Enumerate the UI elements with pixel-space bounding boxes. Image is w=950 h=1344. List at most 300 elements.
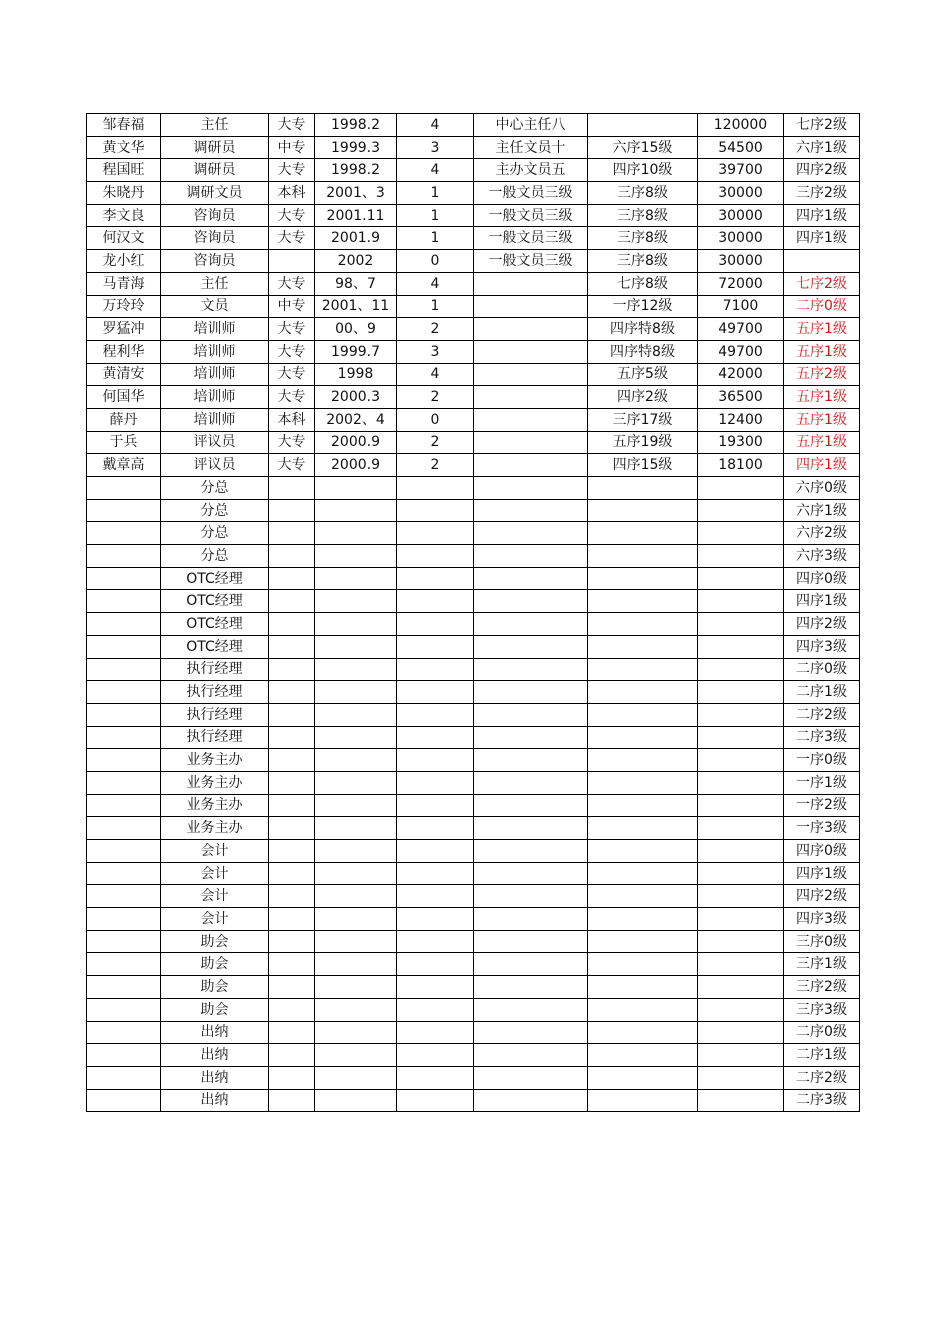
- cell-title: 分总: [161, 545, 269, 568]
- cell-date: [315, 1089, 397, 1112]
- cell-salary: [698, 726, 784, 749]
- cell-salary: [698, 590, 784, 613]
- cell-title: 执行经理: [161, 703, 269, 726]
- cell-date: 1999.3: [315, 136, 397, 159]
- cell-years: [397, 567, 474, 590]
- cell-date: 2000.3: [315, 386, 397, 409]
- cell-years: 2: [397, 454, 474, 477]
- cell-edu: [269, 613, 315, 636]
- cell-grade: 六序15级: [588, 136, 698, 159]
- cell-rank: [474, 386, 588, 409]
- cell-date: 2002、4: [315, 408, 397, 431]
- cell-salary: [698, 567, 784, 590]
- cell-rank: [474, 408, 588, 431]
- cell-level: 二序1级: [784, 681, 860, 704]
- cell-name: [87, 976, 161, 999]
- cell-title: 培训师: [161, 318, 269, 341]
- cell-salary: 19300: [698, 431, 784, 454]
- cell-years: 4: [397, 272, 474, 295]
- cell-name: [87, 1066, 161, 1089]
- cell-edu: 大专: [269, 204, 315, 227]
- cell-name: [87, 1044, 161, 1067]
- cell-grade: 四序2级: [588, 386, 698, 409]
- cell-years: [397, 590, 474, 613]
- cell-salary: [698, 976, 784, 999]
- cell-rank: [474, 726, 588, 749]
- cell-date: [315, 1044, 397, 1067]
- cell-date: [315, 840, 397, 863]
- cell-name: [87, 908, 161, 931]
- cell-grade: 三序17级: [588, 408, 698, 431]
- cell-grade: [588, 590, 698, 613]
- cell-title: 分总: [161, 522, 269, 545]
- cell-rank: [474, 499, 588, 522]
- cell-title: 分总: [161, 477, 269, 500]
- cell-name: [87, 817, 161, 840]
- cell-title: 咨询员: [161, 250, 269, 273]
- cell-years: 4: [397, 159, 474, 182]
- cell-grade: [588, 499, 698, 522]
- cell-edu: 本科: [269, 408, 315, 431]
- cell-years: [397, 1089, 474, 1112]
- cell-level: 二序3级: [784, 726, 860, 749]
- cell-rank: [474, 454, 588, 477]
- personnel-grade-table: [86, 113, 860, 1112]
- cell-rank: [474, 635, 588, 658]
- cell-rank: [474, 953, 588, 976]
- cell-title: 会计: [161, 885, 269, 908]
- cell-title: 咨询员: [161, 204, 269, 227]
- cell-salary: 12400: [698, 408, 784, 431]
- table-row: [87, 794, 860, 817]
- cell-rank: [474, 272, 588, 295]
- cell-date: [315, 749, 397, 772]
- cell-years: 0: [397, 408, 474, 431]
- cell-grade: 五序5级: [588, 363, 698, 386]
- cell-years: 3: [397, 340, 474, 363]
- cell-title: OTC经理: [161, 613, 269, 636]
- cell-edu: 大专: [269, 454, 315, 477]
- cell-rank: [474, 1066, 588, 1089]
- table-row: [87, 272, 860, 295]
- cell-years: [397, 681, 474, 704]
- cell-rank: 一般文员三级: [474, 182, 588, 205]
- table-row: [87, 545, 860, 568]
- cell-edu: [269, 1066, 315, 1089]
- cell-name: [87, 794, 161, 817]
- cell-rank: 一般文员三级: [474, 227, 588, 250]
- cell-grade: [588, 771, 698, 794]
- cell-title: 业务主办: [161, 794, 269, 817]
- cell-date: [315, 862, 397, 885]
- table-row: [87, 295, 860, 318]
- cell-grade: 三序8级: [588, 204, 698, 227]
- cell-date: [315, 477, 397, 500]
- cell-date: [315, 817, 397, 840]
- cell-level: 三序2级: [784, 182, 860, 205]
- cell-title: 调研文员: [161, 182, 269, 205]
- cell-date: [315, 590, 397, 613]
- cell-years: 2: [397, 386, 474, 409]
- cell-level: 六序1级: [784, 136, 860, 159]
- table-row: [87, 840, 860, 863]
- cell-level: 二序3级: [784, 1089, 860, 1112]
- cell-title: 业务主办: [161, 771, 269, 794]
- cell-name: [87, 771, 161, 794]
- cell-date: [315, 681, 397, 704]
- table-row: [87, 114, 860, 137]
- cell-title: 调研员: [161, 136, 269, 159]
- cell-rank: [474, 749, 588, 772]
- cell-salary: 7100: [698, 295, 784, 318]
- cell-edu: [269, 1044, 315, 1067]
- cell-name: [87, 613, 161, 636]
- cell-level: 六序3级: [784, 545, 860, 568]
- cell-level: 五序1级: [784, 408, 860, 431]
- cell-grade: 五序19级: [588, 431, 698, 454]
- cell-rank: [474, 794, 588, 817]
- cell-years: 1: [397, 204, 474, 227]
- cell-grade: [588, 953, 698, 976]
- cell-title: 会计: [161, 840, 269, 863]
- cell-edu: 大专: [269, 386, 315, 409]
- cell-edu: 大专: [269, 159, 315, 182]
- table-row: [87, 885, 860, 908]
- table-row: [87, 1021, 860, 1044]
- table-row: [87, 771, 860, 794]
- cell-rank: [474, 908, 588, 931]
- cell-salary: 54500: [698, 136, 784, 159]
- cell-years: [397, 477, 474, 500]
- cell-years: [397, 794, 474, 817]
- table-row: [87, 998, 860, 1021]
- cell-date: [315, 908, 397, 931]
- cell-level: 六序1级: [784, 499, 860, 522]
- cell-level: 七序2级: [784, 114, 860, 137]
- cell-title: 培训师: [161, 363, 269, 386]
- cell-grade: [588, 1044, 698, 1067]
- cell-years: 1: [397, 295, 474, 318]
- cell-salary: [698, 613, 784, 636]
- cell-date: [315, 1021, 397, 1044]
- cell-years: [397, 703, 474, 726]
- cell-grade: [588, 885, 698, 908]
- cell-grade: 三序8级: [588, 182, 698, 205]
- cell-rank: [474, 1021, 588, 1044]
- cell-title: OTC经理: [161, 635, 269, 658]
- cell-rank: [474, 318, 588, 341]
- cell-years: [397, 1044, 474, 1067]
- cell-grade: [588, 703, 698, 726]
- cell-title: 咨询员: [161, 227, 269, 250]
- cell-name: 邹春福: [87, 114, 161, 137]
- cell-grade: 四序特8级: [588, 340, 698, 363]
- table-row: [87, 930, 860, 953]
- cell-edu: 本科: [269, 182, 315, 205]
- cell-edu: [269, 885, 315, 908]
- cell-level: 四序2级: [784, 613, 860, 636]
- cell-date: 2001、3: [315, 182, 397, 205]
- table-row: [87, 613, 860, 636]
- cell-salary: [698, 1021, 784, 1044]
- cell-years: [397, 545, 474, 568]
- cell-salary: [698, 953, 784, 976]
- cell-date: [315, 976, 397, 999]
- cell-title: 助会: [161, 998, 269, 1021]
- cell-name: [87, 862, 161, 885]
- cell-grade: [588, 522, 698, 545]
- cell-level: 四序0级: [784, 840, 860, 863]
- cell-years: [397, 499, 474, 522]
- cell-title: 评议员: [161, 431, 269, 454]
- cell-years: 1: [397, 227, 474, 250]
- cell-name: [87, 1089, 161, 1112]
- cell-rank: 一般文员三级: [474, 204, 588, 227]
- cell-name: 万玲玲: [87, 295, 161, 318]
- cell-grade: [588, 1021, 698, 1044]
- cell-edu: 中专: [269, 295, 315, 318]
- cell-years: 2: [397, 318, 474, 341]
- cell-level: 三序2级: [784, 976, 860, 999]
- cell-title: 执行经理: [161, 681, 269, 704]
- cell-salary: [698, 771, 784, 794]
- cell-years: [397, 817, 474, 840]
- table-row: [87, 1044, 860, 1067]
- cell-salary: 72000: [698, 272, 784, 295]
- cell-date: [315, 930, 397, 953]
- cell-edu: [269, 545, 315, 568]
- cell-salary: [698, 862, 784, 885]
- cell-name: [87, 726, 161, 749]
- cell-salary: [698, 703, 784, 726]
- cell-name: 黄文华: [87, 136, 161, 159]
- cell-edu: [269, 250, 315, 273]
- cell-years: [397, 658, 474, 681]
- cell-date: [315, 885, 397, 908]
- cell-level: 四序0级: [784, 567, 860, 590]
- cell-title: 执行经理: [161, 658, 269, 681]
- cell-grade: [588, 1066, 698, 1089]
- cell-title: 评议员: [161, 454, 269, 477]
- cell-level: 四序1级: [784, 454, 860, 477]
- cell-title: 会计: [161, 908, 269, 931]
- cell-edu: [269, 703, 315, 726]
- cell-years: [397, 998, 474, 1021]
- table-row: [87, 749, 860, 772]
- cell-name: 马青海: [87, 272, 161, 295]
- cell-years: 1: [397, 182, 474, 205]
- cell-rank: 主任文员十: [474, 136, 588, 159]
- cell-name: [87, 477, 161, 500]
- cell-edu: [269, 590, 315, 613]
- cell-name: [87, 681, 161, 704]
- cell-years: [397, 885, 474, 908]
- cell-rank: [474, 1089, 588, 1112]
- cell-title: OTC经理: [161, 590, 269, 613]
- cell-level: 六序0级: [784, 477, 860, 500]
- cell-name: 罗猛冲: [87, 318, 161, 341]
- cell-edu: [269, 749, 315, 772]
- cell-edu: [269, 522, 315, 545]
- table-row: [87, 318, 860, 341]
- cell-edu: [269, 771, 315, 794]
- cell-rank: [474, 862, 588, 885]
- cell-level: 二序0级: [784, 1021, 860, 1044]
- cell-edu: [269, 658, 315, 681]
- cell-name: 何汉文: [87, 227, 161, 250]
- cell-salary: [698, 1089, 784, 1112]
- table-row: [87, 908, 860, 931]
- table-row: [87, 250, 860, 273]
- cell-years: [397, 1021, 474, 1044]
- cell-rank: [474, 930, 588, 953]
- cell-level: 四序1级: [784, 862, 860, 885]
- cell-edu: [269, 726, 315, 749]
- cell-salary: 30000: [698, 227, 784, 250]
- cell-salary: 30000: [698, 250, 784, 273]
- cell-salary: 30000: [698, 182, 784, 205]
- cell-salary: 18100: [698, 454, 784, 477]
- cell-name: [87, 522, 161, 545]
- cell-grade: [588, 862, 698, 885]
- cell-salary: [698, 840, 784, 863]
- cell-salary: 36500: [698, 386, 784, 409]
- cell-name: [87, 885, 161, 908]
- cell-date: 1998: [315, 363, 397, 386]
- cell-name: [87, 1021, 161, 1044]
- cell-level: 五序2级: [784, 363, 860, 386]
- cell-salary: [698, 885, 784, 908]
- cell-rank: [474, 477, 588, 500]
- cell-grade: [588, 681, 698, 704]
- cell-level: 五序1级: [784, 340, 860, 363]
- cell-edu: 大专: [269, 272, 315, 295]
- cell-title: OTC经理: [161, 567, 269, 590]
- cell-date: 2000.9: [315, 454, 397, 477]
- table-row: [87, 862, 860, 885]
- cell-date: 2001.11: [315, 204, 397, 227]
- cell-years: 4: [397, 114, 474, 137]
- table-row: [87, 567, 860, 590]
- cell-level: 四序3级: [784, 908, 860, 931]
- cell-title: 会计: [161, 862, 269, 885]
- cell-grade: [588, 567, 698, 590]
- table-row: [87, 499, 860, 522]
- cell-edu: [269, 817, 315, 840]
- table-body: [87, 114, 860, 1112]
- cell-edu: [269, 635, 315, 658]
- cell-edu: 大专: [269, 340, 315, 363]
- cell-level: 四序3级: [784, 635, 860, 658]
- cell-salary: [698, 749, 784, 772]
- table-row: [87, 681, 860, 704]
- cell-rank: [474, 431, 588, 454]
- cell-date: [315, 545, 397, 568]
- cell-grade: 三序8级: [588, 227, 698, 250]
- cell-rank: [474, 522, 588, 545]
- cell-grade: 三序8级: [588, 250, 698, 273]
- cell-years: [397, 908, 474, 931]
- cell-years: [397, 976, 474, 999]
- cell-name: [87, 635, 161, 658]
- cell-salary: [698, 794, 784, 817]
- cell-salary: [698, 817, 784, 840]
- cell-rank: [474, 976, 588, 999]
- cell-title: 出纳: [161, 1044, 269, 1067]
- table-row: [87, 635, 860, 658]
- cell-grade: [588, 114, 698, 137]
- cell-date: 98、7: [315, 272, 397, 295]
- cell-level: 五序1级: [784, 386, 860, 409]
- table-row: [87, 159, 860, 182]
- cell-date: 2001、11: [315, 295, 397, 318]
- cell-title: 培训师: [161, 340, 269, 363]
- cell-rank: [474, 885, 588, 908]
- cell-grade: [588, 635, 698, 658]
- cell-title: 主任: [161, 272, 269, 295]
- cell-title: 培训师: [161, 386, 269, 409]
- cell-name: [87, 703, 161, 726]
- cell-years: 0: [397, 250, 474, 273]
- cell-years: [397, 613, 474, 636]
- cell-date: 1998.2: [315, 159, 397, 182]
- cell-title: 调研员: [161, 159, 269, 182]
- cell-date: [315, 703, 397, 726]
- table-row: [87, 1066, 860, 1089]
- cell-level: 三序1级: [784, 953, 860, 976]
- cell-rank: 主办文员五: [474, 159, 588, 182]
- table-row: [87, 136, 860, 159]
- cell-name: 龙小红: [87, 250, 161, 273]
- cell-salary: [698, 635, 784, 658]
- cell-name: [87, 930, 161, 953]
- cell-date: [315, 953, 397, 976]
- cell-level: 四序1级: [784, 204, 860, 227]
- cell-grade: [588, 613, 698, 636]
- table-row: [87, 363, 860, 386]
- cell-salary: [698, 545, 784, 568]
- cell-salary: [698, 499, 784, 522]
- cell-edu: 大专: [269, 363, 315, 386]
- cell-years: 3: [397, 136, 474, 159]
- table-row: [87, 590, 860, 613]
- cell-edu: [269, 908, 315, 931]
- cell-level: 四序2级: [784, 885, 860, 908]
- cell-level: 五序1级: [784, 431, 860, 454]
- cell-rank: [474, 840, 588, 863]
- cell-rank: [474, 998, 588, 1021]
- cell-name: [87, 998, 161, 1021]
- cell-grade: [588, 998, 698, 1021]
- cell-name: 戴章高: [87, 454, 161, 477]
- table-row: [87, 386, 860, 409]
- cell-grade: [588, 477, 698, 500]
- cell-edu: [269, 953, 315, 976]
- cell-date: 2001.9: [315, 227, 397, 250]
- cell-rank: [474, 590, 588, 613]
- cell-grade: 一序12级: [588, 295, 698, 318]
- cell-salary: 49700: [698, 318, 784, 341]
- cell-level: 五序1级: [784, 318, 860, 341]
- cell-grade: 四序特8级: [588, 318, 698, 341]
- cell-salary: [698, 1044, 784, 1067]
- cell-level: 一序3级: [784, 817, 860, 840]
- cell-date: [315, 522, 397, 545]
- cell-level: 四序1级: [784, 227, 860, 250]
- cell-edu: 大专: [269, 227, 315, 250]
- cell-date: [315, 567, 397, 590]
- cell-level: 三序0级: [784, 930, 860, 953]
